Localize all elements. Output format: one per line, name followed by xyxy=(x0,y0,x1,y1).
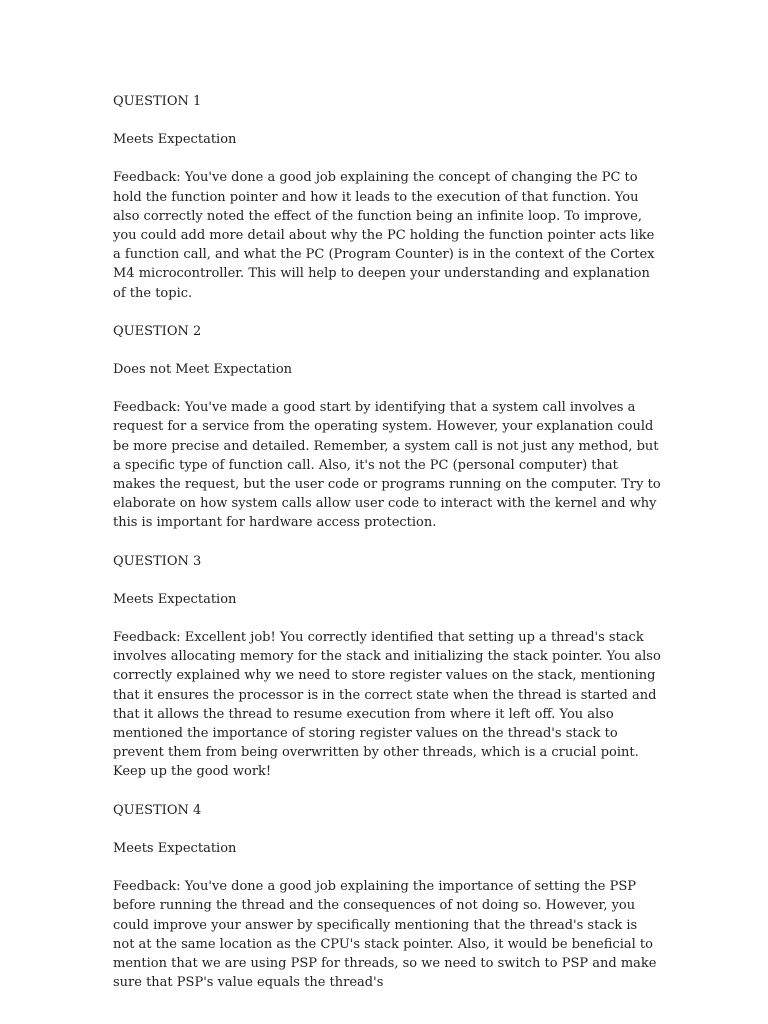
feedback-paragraph: Feedback: You've made a good start by identifying that a system call involves a request for a service from the operating system. However, your explanation could be more precise and detailed. Remember, a system call is not just any method, but a specific type of function call. Also, it's not the PC (personal computer) that makes the request, but the user code or programs running on the computer. Try to elaborate on how system calls allow user code to interact with the kernel and why this is important for hardware access protection. xyxy=(113,400,661,531)
question-heading: QUESTION 1 xyxy=(113,94,202,109)
feedback-paragraph: Feedback: You've done a good job explaining the concept of changing the PC to hold the function pointer and how it leads to the execution of that function. You also correctly noted the effect of the function being an infinite loop. To improve, you could add more detail about why the PC holding the function pointer acts like a function call, and what the PC (Program Counter) is in the context of the Cortex M4 microcontroller. This will help to deepen your understanding and explanation of the topic. xyxy=(113,170,655,301)
question-1 xyxy=(113,92,661,303)
document-page xyxy=(113,92,661,1011)
question-3 xyxy=(113,552,661,782)
question-4 xyxy=(113,801,661,993)
rating-label: Does not Meet Expectation xyxy=(113,362,293,378)
question-heading: QUESTION 2 xyxy=(113,323,202,339)
question-heading: QUESTION 4 xyxy=(113,802,202,818)
rating-label: Meets Expectation xyxy=(113,591,237,607)
feedback-paragraph: Feedback: You've done a good job explaining the importance of setting the PSP before running the thread and the consequences of not doing so. However, you could improve your answer by specifically mentioning that the thread's stack is not at the same location as the CPU's stack pointer. Also, it would be beneficial to mention that we are using PSP for threads, so we need to switch to PSP and make sure that PSP's value equals the thread's xyxy=(113,879,657,991)
rating-label: Meets Expectation xyxy=(113,132,237,148)
question-2 xyxy=(113,322,661,533)
feedback-paragraph: Feedback: Excellent job! You correctly identified that setting up a thread's stack involves allocating memory for the stack and initializing the stack pointer. You also correctly explained why we need to store register values on the stack, mentioning that it ensures the processor is in the correct state when the thread is started and that it allows the thread to resume execution from where it left off. You also mentioned the importance of storing register values on the thread's stack to prevent them from being overwritten by other threads, which is a crucial point. Keep up the good work! xyxy=(113,630,661,780)
question-heading: QUESTION 3 xyxy=(113,553,202,569)
rating-label: Meets Expectation xyxy=(113,840,237,856)
